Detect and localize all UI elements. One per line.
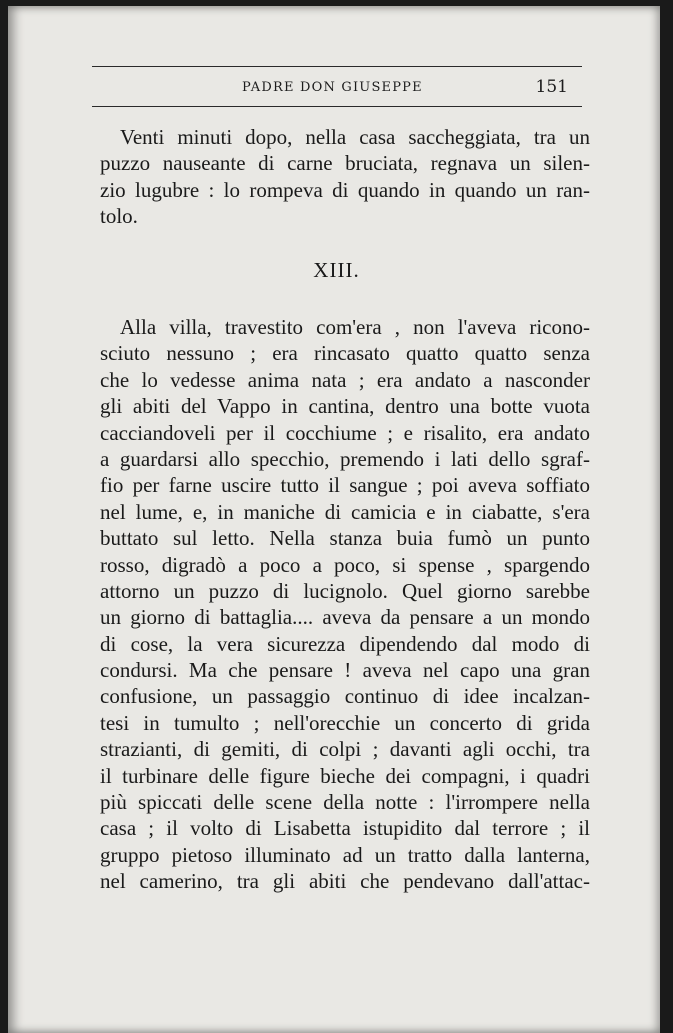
text-line: gruppo pietoso illuminato ad un tratto dalla lanterna,: [100, 842, 590, 867]
text-line: confusione, un passaggio continuo di idee incalzan-: [100, 684, 590, 709]
text-line: cacciandoveli per il cocchiume ; e risalito, era andato: [100, 420, 590, 445]
text-line: tolo.: [100, 204, 138, 229]
header-rule-bottom: [92, 106, 582, 107]
text-line: nel lume, e, in maniche di camicia e in ciabatte, s'era: [100, 499, 590, 524]
chapter-heading: XIII.: [313, 258, 360, 282]
text-line: condursi. Ma che pensare ! aveva nel capo una gran: [100, 658, 590, 683]
text-line: buttato sul letto. Nella stanza buia fumò un punto: [100, 526, 590, 551]
text-line: che lo vedesse anima nata ; era andato a nasconder: [100, 367, 590, 392]
running-head: PADRE DON GIUSEPPE: [242, 80, 423, 95]
paragraph-1: [100, 124, 590, 230]
page-header: [92, 66, 582, 112]
text-line: zio lugubre : lo rompeva di quando in quando un ran-: [100, 177, 590, 202]
text-line: fio per farne uscire tutto il sangue ; poi aveva soffiato: [100, 473, 590, 498]
header-rule-top: [92, 66, 582, 67]
text-line: rosso, digradò a poco a poco, si spense , spargendo: [100, 552, 590, 577]
text-line: tesi in tumulto ; nell'orecchie un concerto di grida: [100, 710, 590, 735]
text-line: attorno un puzzo di lucignolo. Quel giorno sarebbe: [100, 578, 590, 603]
page-number: 151: [535, 77, 568, 97]
text-line: Venti minuti dopo, nella casa saccheggiata, tra un: [120, 125, 590, 149]
text-line: di cose, la vera sicurezza dipendendo dal modo di: [100, 631, 590, 656]
text-line: più spiccati delle scene della notte : l'irrompere nella: [100, 790, 590, 815]
paragraph-2: [100, 314, 590, 895]
text-line: gli abiti del Vappo in cantina, dentro una botte vuota: [100, 394, 590, 419]
text-line: il turbinare delle figure bieche dei compagni, i quadri: [100, 763, 590, 788]
text-line: a guardarsi allo specchio, premendo i lati dello sgraf-: [100, 446, 590, 471]
text-line: casa ; il volto di Lisabetta istupidito dal terrore ; il: [100, 816, 590, 841]
text-line: sciuto nessuno ; era rincasato quatto quatto senza: [100, 341, 590, 366]
text-line: nel camerino, tra gli abiti che pendevano dall'attac-: [100, 869, 590, 894]
text-line: strazianti, di gemiti, di colpi ; davanti agli occhi, tra: [100, 737, 590, 762]
text-line: Alla villa, travestito com'era , non l'aveva ricono-: [120, 315, 590, 339]
text-line: un giorno di battaglia.... aveva da pensare a un mondo: [100, 605, 590, 630]
text-line: puzzo nauseante di carne bruciata, regnava un silen-: [100, 151, 590, 176]
